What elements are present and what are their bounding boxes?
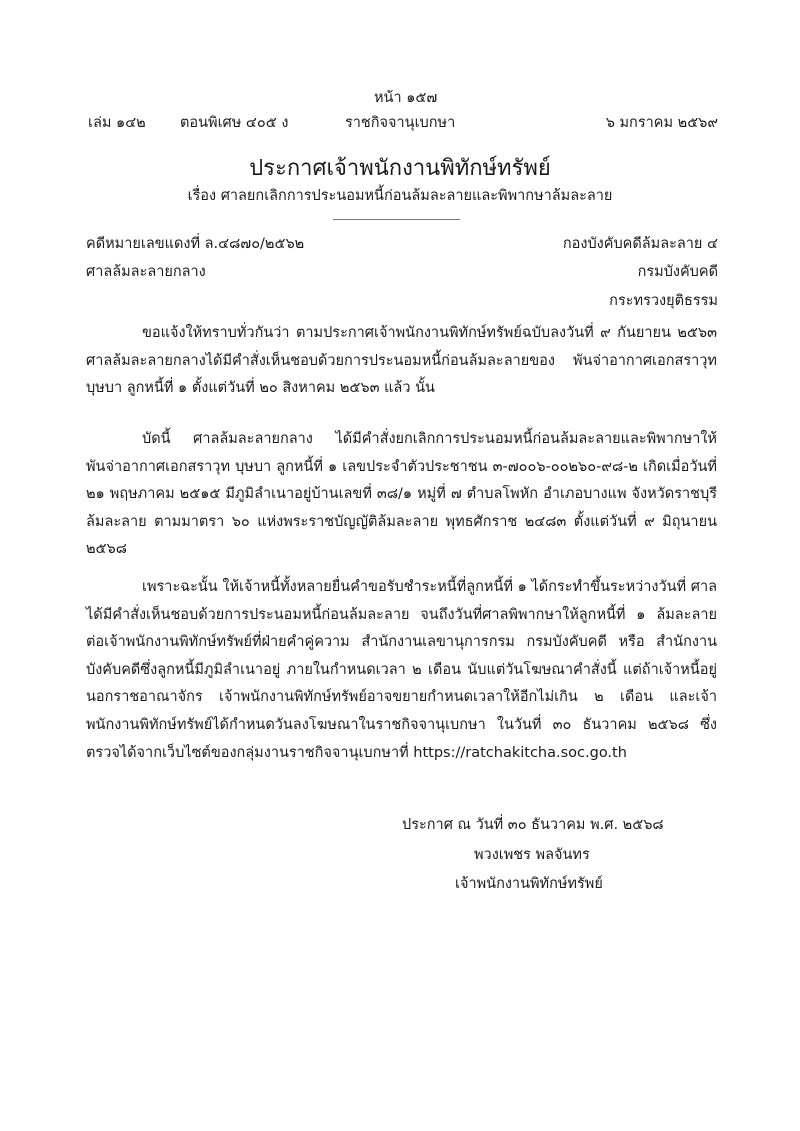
- gazette-volume: เล่ม ๑๔๒: [88, 115, 146, 131]
- case-number: คดีหมายเลขแดงที่ ล.๔๘๗๐/๒๕๖๒: [86, 236, 305, 252]
- announcement-subject: เรื่อง ศาลยกเลิกการประนอมหนี้ก่อนล้มละลายและพิพากษาล้มละลาย: [187, 188, 613, 204]
- court-name: ศาลล้มละลายกลาง: [86, 264, 206, 280]
- announcement-date: ประกาศ ณ วันที่ ๓๐ ธันวาคม พ.ศ. ๒๕๖๘: [402, 817, 664, 833]
- body-paragraph-3: เพราะฉะนั้น ให้เจ้าหนี้ทั้งหลายยื่นคำขอรับชำระหนี้ที่ลูกหนี้ที่ ๑ ได้กระทำขึ้นระหว่างวันที่ ศาลได้มีคำสั่งเห็นชอบด้วยการประนอมหนี้ก่อนล้มละลาย จนถึงวันที่ศาลพิพากษาให้ลูกหนี้ที่ ๑ ล้มละลาย ต่อเจ้าพนักงานพิทักษ์ทรัพย์ที่ฝ่ายคำคู่ความ สำนักงานเลขานุการกรม กรมบังคับคดี หรือ สำนักงานบังคับคดีซึ่งลูกหนี้มีภูมิลำเนาอยู่ ภายในกำหนดเวลา ๒ เดือน นับแต่วันโฆษณาคำสั่งนี้ แต่ถ้าเจ้าหนี้อยู่นอกราชอาณาจักร เจ้าพนักงานพิทักษ์ทรัพย์อาจขยายกำหนดเวลาให้อีกไม่เกิน ๒ เดือน และเจ้าพนักงานพิทักษ์ทรัพย์ได้กำหนดวันลงโฆษณาในราชกิจจานุเบกษา ในวันที่ ๓๐ ธันวาคม ๒๕๖๘ ซึ่งตรวจได้จากเว็บไซต์ของกลุ่มงานราชกิจจานุเบกษาที่ https://ratchakitcha.soc.go.th: [86, 579, 717, 761]
- gazette-section: ตอนพิเศษ ๔๐๕ ง: [180, 115, 289, 131]
- signer-name: พวงเพชร พลจันทร: [474, 847, 590, 863]
- signer-position: เจ้าพนักงานพิทักษ์ทรัพย์: [455, 876, 603, 892]
- gazette-name: ราชกิจจานุเบกษา: [345, 115, 456, 131]
- division: กองบังคับคดีล้มละลาย ๔: [562, 236, 718, 252]
- body-paragraph-1: ขอแจ้งให้ทราบทั่วกันว่า ตามประกาศเจ้าพนักงานพิทักษ์ทรัพย์ฉบับลงวันที่ ๙ กันยายน ๒๕๖๓ ศาลล้มละลายกลางได้มีคำสั่งเห็นชอบด้วยการประนอมหนี้ก่อนล้มละลายของ พันจ่าอากาศเอกสราวุท บุษบา ลูกหนี้ที่ ๑ ตั้งแต่วันที่ ๒๐ สิงหาคม ๒๕๖๓ แล้ว นั้น: [86, 325, 717, 397]
- gazette-date: ๖ มกราคม ๒๕๖๙: [605, 115, 718, 131]
- body-paragraph-2: บัดนี้ ศาลล้มละลายกลาง ได้มีคำสั่งยกเลิกการประนอมหนี้ก่อนล้มละลายและพิพากษาให้ พันจ่าอากาศเอกสราวุท บุษบา ลูกหนี้ที่ ๑ เลขประจำตัวประชาชน ๓-๗๐๐๖-๐๐๒๖๐-๙๘-๒ เกิดเมื่อวันที่ ๒๑ พฤษภาคม ๒๕๑๕ มีภูมิลำเนาอยู่บ้านเลขที่ ๓๘/๑ หมู่ที่ ๗ ตำบลโพหัก อำเภอบางแพ จังหวัดราชบุรี ล้มละลาย ตามมาตรา ๖๐ แห่งพระราชบัญญัติล้มละลาย พุทธศักราช ๒๔๘๓ ตั้งแต่วันที่ ๙ มิถุนายน ๒๕๖๘: [86, 431, 717, 558]
- department: กรมบังคับคดี: [637, 264, 718, 280]
- ministry: กระทรวงยุติธรรม: [609, 293, 718, 309]
- title-divider: [333, 219, 460, 220]
- announcement-title: ประกาศเจ้าพนักงานพิทักษ์ทรัพย์: [249, 156, 551, 181]
- page-number: หน้า ๑๕๗: [374, 90, 438, 106]
